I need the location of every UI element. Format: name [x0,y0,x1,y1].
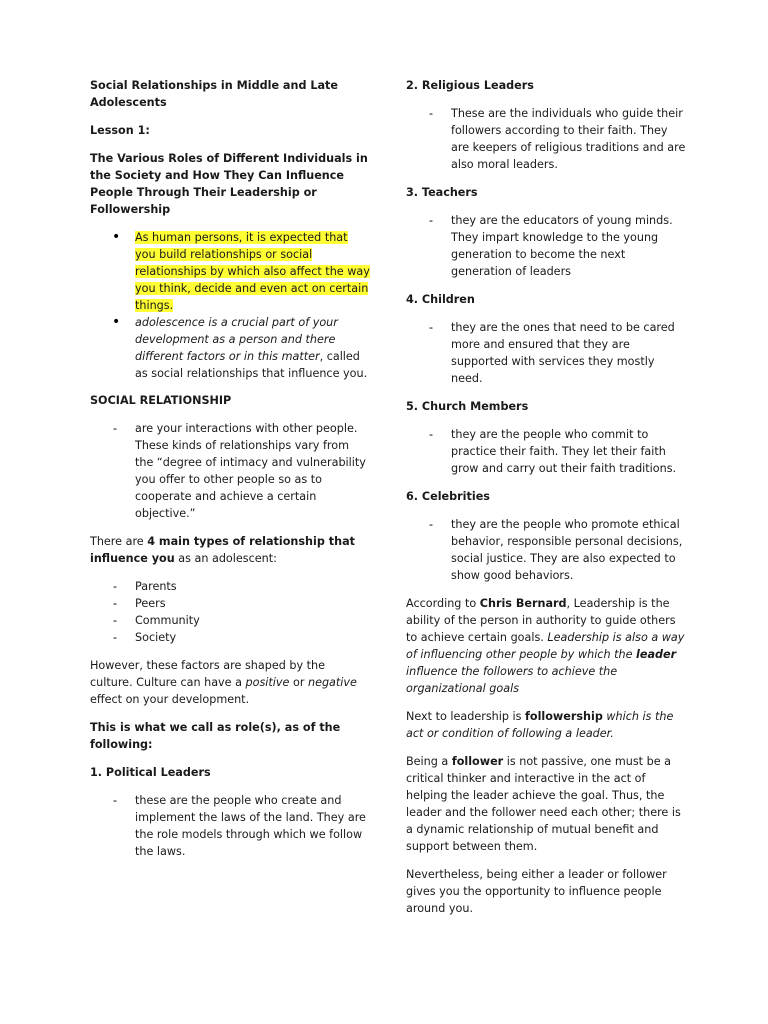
italic-text: adolescence is a crucial part of your development as a person and there different factors or in this matter [135,316,338,363]
plain-text: is not passive, one must be a critical thinker and interactive in the act of helping the leader achieve the goal. Thus, the leader and the follower need each other; there is a dynamic relationship of mutual benefit and support between them. [406,755,681,853]
bold-text: 4 main types of relationship that influence you [90,535,355,565]
dash-list [406,105,688,173]
followership-paragraph [406,708,688,742]
roles-intro: This is what we call as role(s), as of the following: [90,721,341,751]
plain-text: According to [406,597,480,610]
plain-text: or [289,676,308,689]
role-heading-teachers: 3. Teachers [406,186,478,199]
left-column [90,77,370,871]
list-item: - Peers [90,595,370,612]
closing-paragraph: Nevertheless, being either a leader or follower gives you the opportunity to influence people around you. [406,868,667,915]
dash-item: - they are the educators of young minds. They impart knowledge to the young generation to become the next generation of leaders [406,212,688,280]
list-item: - Parents [90,578,370,595]
bold-text: followership [525,710,603,723]
dash-item: - they are the ones that need to be cared more and ensured that they are supported with services they mostly need. [406,319,688,387]
lesson-subtitle: The Various Roles of Different Individuals in the Society and How They Can Influence People Through Their Leadership or Followership [90,152,368,216]
bullet-item [90,314,370,382]
list-item: - Society [90,629,370,646]
bullet-item [90,229,370,314]
italic-text: positive [245,676,290,689]
document-title: Social Relationships in Middle and Late Adolescents [90,79,338,109]
dash-item: - are your interactions with other people. These kinds of relationships vary from the “degree of intimacy and vulnerability you offer to other people so as to cooperate and achieve a certain objective.” [90,420,370,522]
bold-text: follower [451,755,504,768]
italic-text: influence the followers to achieve the organizational goals [406,665,618,695]
list-item: - Community [90,612,370,629]
section-heading-social-relationship: SOCIAL RELATIONSHIP [90,394,232,407]
bold-text: Chris Bernard [479,597,567,610]
italic-text: which is the act or condition of following a leader. [406,710,674,740]
plain-text: as an adolescent: [174,552,277,565]
plain-text: However, these factors are shaped by the culture. Culture can have a [90,659,325,689]
culture-paragraph [90,657,370,708]
italic-text: Leadership is also a way of influencing other people by which the [406,631,685,661]
dash-list [406,212,688,280]
plain-text: , Leadership is the ability of the person in authority to guide others to achieve certain goals. [406,597,676,644]
dash-item: - these are the people who create and implement the laws of the land. They are the role models through which we follow the laws. [90,792,370,860]
dash-item: - they are the people who commit to practice their faith. They let their faith grow and carry out their faith traditions. [406,426,688,477]
lesson-label: Lesson 1: [90,124,150,137]
intro-bullet-list [90,229,370,382]
role-heading-religious: 2. Religious Leaders [406,79,534,92]
follower-paragraph [406,753,688,855]
role-heading-political: 1. Political Leaders [90,766,211,779]
plain-text: effect on your development. [90,693,250,706]
dash-item: - These are the individuals who guide their followers according to their faith. They are keepers of religious traditions and are also moral leaders. [406,105,688,173]
plain-text: Being a [406,755,452,768]
dash-item: - they are the people who promote ethical behavior, responsible personal decisions, social justice. They are also expected to show good behaviors. [406,516,688,584]
italic-text: negative [307,676,357,689]
plain-text: Next to leadership is [406,710,526,723]
role-heading-children: 4. Children [406,293,475,306]
highlighted-text: As human persons, it is expected that you build relationships or social relationships by which also affect the way you think, decide and even act on certain things. [135,231,370,312]
role-heading-church-members: 5. Church Members [406,400,529,413]
dash-list [406,516,688,584]
dash-list [406,426,688,477]
plain-text: There are [90,535,148,548]
plain-text: , called as social relationships that influence you. [135,350,368,380]
relationship-types-list [90,578,370,646]
dash-list [406,319,688,387]
right-column [406,77,688,928]
dash-list [90,792,370,860]
bold-italic-text: leader [636,648,677,661]
leadership-paragraph [406,595,688,697]
dash-list [90,420,370,522]
types-intro [90,533,370,567]
role-heading-celebrities: 6. Celebrities [406,490,490,503]
